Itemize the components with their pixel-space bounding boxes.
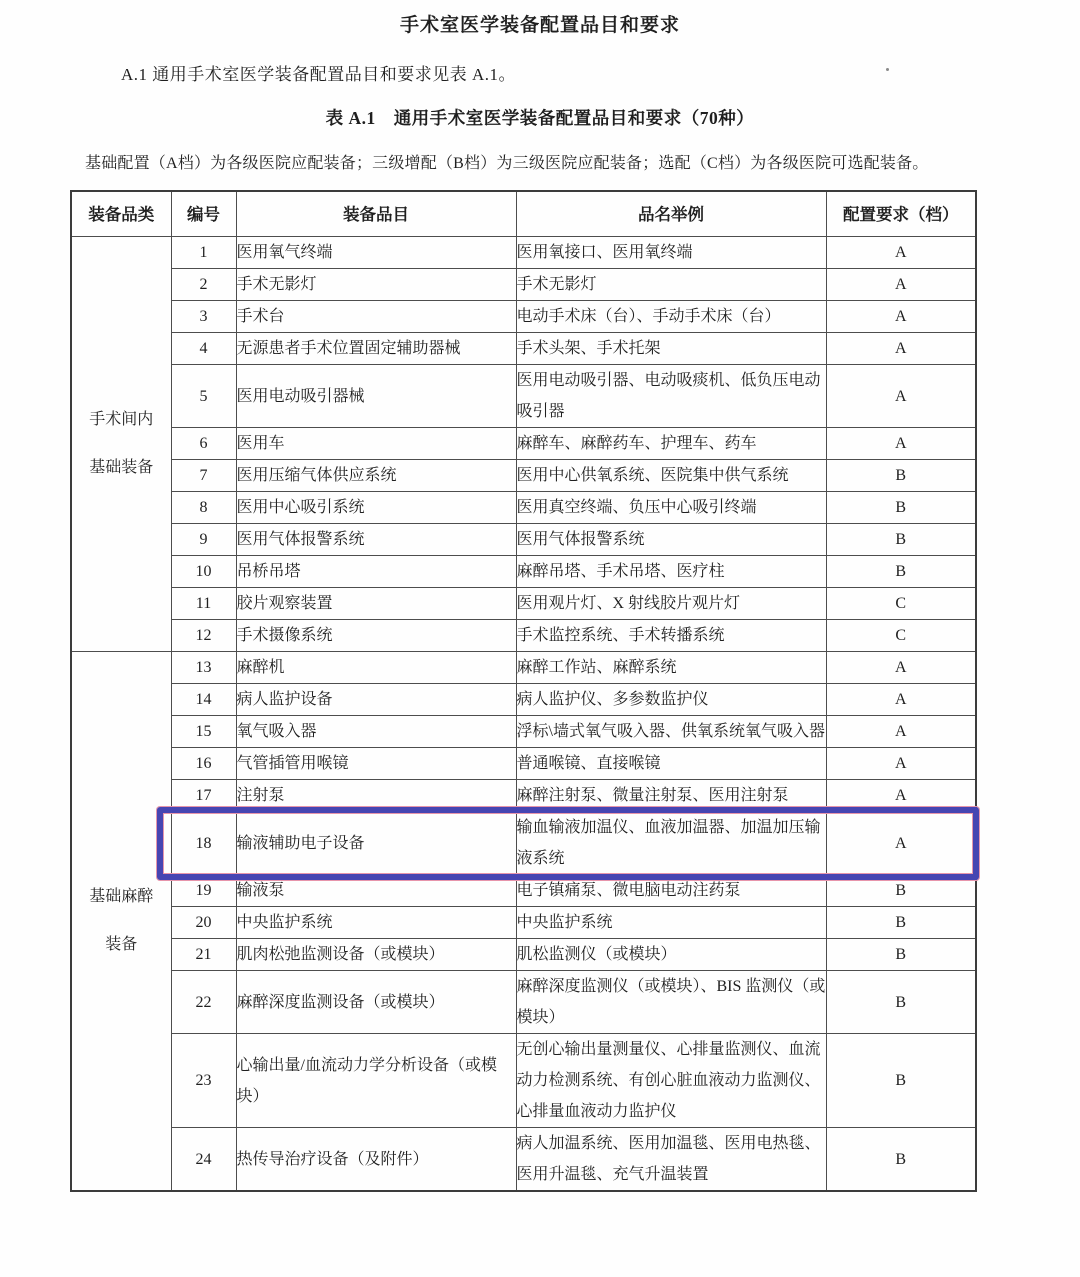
grade-value: B bbox=[826, 460, 976, 492]
grade-value: C bbox=[826, 588, 976, 620]
category-cell bbox=[71, 652, 171, 1192]
row-number: 7 bbox=[171, 460, 236, 492]
item-examples: 无创心输出量测量仪、心排量监测仪、血流动力检测系统、有创心脏血液动力监测仪、心排量血液动力监护仪 bbox=[516, 1034, 826, 1128]
grade-value: B bbox=[826, 524, 976, 556]
row-number: 18 bbox=[171, 812, 236, 875]
grade-value: A bbox=[826, 333, 976, 365]
header-item: 装备品目 bbox=[236, 191, 516, 237]
item-examples: 手术无影灯 bbox=[516, 269, 826, 301]
grade-value: A bbox=[826, 428, 976, 460]
item-name: 医用车 bbox=[236, 428, 516, 460]
table-row bbox=[71, 939, 976, 971]
header-requirement: 配置要求（档） bbox=[826, 191, 976, 237]
table-row bbox=[71, 716, 976, 748]
category-label-line: 装备 bbox=[105, 936, 138, 953]
grade-value: A bbox=[826, 780, 976, 812]
item-examples: 手术头架、手术托架 bbox=[516, 333, 826, 365]
header-examples: 品名举例 bbox=[516, 191, 826, 237]
item-examples: 麻醉深度监测仪（或模块）、BIS 监测仪（或模块） bbox=[516, 971, 826, 1034]
item-examples: 医用观片灯、X 射线胶片观片灯 bbox=[516, 588, 826, 620]
grade-value: B bbox=[826, 971, 976, 1034]
table-row bbox=[71, 237, 976, 269]
row-number: 17 bbox=[171, 780, 236, 812]
item-name: 医用中心吸引系统 bbox=[236, 492, 516, 524]
item-name: 中央监护系统 bbox=[236, 907, 516, 939]
table-row bbox=[71, 588, 976, 620]
grade-value: A bbox=[826, 748, 976, 780]
category-label-line: 手术间内 bbox=[89, 411, 154, 428]
grade-value: A bbox=[826, 652, 976, 684]
table-row bbox=[71, 620, 976, 652]
table-row bbox=[71, 780, 976, 812]
item-examples: 麻醉吊塔、手术吊塔、医疗柱 bbox=[516, 556, 826, 588]
grade-value: B bbox=[826, 1034, 976, 1128]
item-examples: 病人加温系统、医用加温毯、医用电热毯、医用升温毯、充气升温装置 bbox=[516, 1128, 826, 1192]
grade-value: B bbox=[826, 875, 976, 907]
table-row bbox=[71, 748, 976, 780]
row-number: 2 bbox=[171, 269, 236, 301]
item-examples: 麻醉工作站、麻醉系统 bbox=[516, 652, 826, 684]
grade-value: B bbox=[826, 939, 976, 971]
table-row bbox=[71, 812, 976, 875]
table-row bbox=[71, 652, 976, 684]
table-row bbox=[71, 301, 976, 333]
row-number: 24 bbox=[171, 1128, 236, 1192]
grade-value: A bbox=[826, 684, 976, 716]
grade-value: A bbox=[826, 301, 976, 333]
item-examples: 医用真空终端、负压中心吸引终端 bbox=[516, 492, 826, 524]
item-name: 输液辅助电子设备 bbox=[236, 812, 516, 875]
item-examples: 麻醉车、麻醉药车、护理车、药车 bbox=[516, 428, 826, 460]
item-name: 手术台 bbox=[236, 301, 516, 333]
item-name: 医用压缩气体供应系统 bbox=[236, 460, 516, 492]
grade-value: B bbox=[826, 556, 976, 588]
row-number: 19 bbox=[171, 875, 236, 907]
item-examples: 输血输液加温仪、血液加温器、加温加压输液系统 bbox=[516, 812, 826, 875]
table-caption: 表 A.1 通用手术室医学装备配置品目和要求（70种） bbox=[325, 108, 755, 128]
category-label-line: 基础麻醉 bbox=[89, 888, 154, 905]
table-row bbox=[71, 684, 976, 716]
table-row bbox=[71, 875, 976, 907]
table-row bbox=[71, 333, 976, 365]
table-row bbox=[71, 428, 976, 460]
row-number: 5 bbox=[171, 365, 236, 428]
grade-value: A bbox=[826, 237, 976, 269]
grade-value: A bbox=[826, 269, 976, 301]
item-examples: 手术监控系统、手术转播系统 bbox=[516, 620, 826, 652]
item-name: 吊桥吊塔 bbox=[236, 556, 516, 588]
item-name: 无源患者手术位置固定辅助器械 bbox=[236, 333, 516, 365]
item-name: 医用电动吸引器械 bbox=[236, 365, 516, 428]
grade-value: B bbox=[826, 492, 976, 524]
item-examples: 麻醉注射泵、微量注射泵、医用注射泵 bbox=[516, 780, 826, 812]
row-number: 20 bbox=[171, 907, 236, 939]
row-number: 14 bbox=[171, 684, 236, 716]
row-number: 10 bbox=[171, 556, 236, 588]
grade-value: A bbox=[826, 365, 976, 428]
table-header bbox=[71, 191, 976, 237]
item-name: 胶片观察装置 bbox=[236, 588, 516, 620]
equipment-table-body bbox=[71, 237, 976, 1192]
equipment-table bbox=[70, 190, 977, 1192]
grade-value: A bbox=[826, 716, 976, 748]
configuration-note: 基础配置（A档）为各级医院应配装备；三级增配（B档）为三级医院应配装备；选配（C档）为各级医院可选配装备。 bbox=[85, 155, 929, 172]
table-row bbox=[71, 460, 976, 492]
table-row bbox=[71, 524, 976, 556]
row-number: 12 bbox=[171, 620, 236, 652]
row-number: 16 bbox=[171, 748, 236, 780]
row-number: 3 bbox=[171, 301, 236, 333]
grade-value: B bbox=[826, 1128, 976, 1192]
intro-paragraph: A.1 通用手术室医学装备配置品目和要求见表 A.1。 bbox=[121, 65, 517, 84]
table-row bbox=[71, 1128, 976, 1192]
item-name: 麻醉机 bbox=[236, 652, 516, 684]
page-title: 手术室医学装备配置品目和要求 bbox=[399, 15, 680, 36]
table-row bbox=[71, 269, 976, 301]
item-examples: 医用电动吸引器、电动吸痰机、低负压电动吸引器 bbox=[516, 365, 826, 428]
scan-speck bbox=[886, 68, 889, 71]
item-name: 手术无影灯 bbox=[236, 269, 516, 301]
item-name: 肌肉松弛监测设备（或模块） bbox=[236, 939, 516, 971]
category-label-line: 基础装备 bbox=[89, 459, 154, 476]
item-name: 输液泵 bbox=[236, 875, 516, 907]
item-examples: 病人监护仪、多参数监护仪 bbox=[516, 684, 826, 716]
row-number: 22 bbox=[171, 971, 236, 1034]
table-row bbox=[71, 907, 976, 939]
item-name: 气管插管用喉镜 bbox=[236, 748, 516, 780]
item-examples: 肌松监测仪（或模块） bbox=[516, 939, 826, 971]
item-name: 麻醉深度监测设备（或模块） bbox=[236, 971, 516, 1034]
item-examples: 普通喉镜、直接喉镜 bbox=[516, 748, 826, 780]
grade-value: B bbox=[826, 907, 976, 939]
item-name: 病人监护设备 bbox=[236, 684, 516, 716]
item-name: 氧气吸入器 bbox=[236, 716, 516, 748]
grade-value: C bbox=[826, 620, 976, 652]
row-number: 13 bbox=[171, 652, 236, 684]
item-examples: 医用气体报警系统 bbox=[516, 524, 826, 556]
item-name: 注射泵 bbox=[236, 780, 516, 812]
row-number: 15 bbox=[171, 716, 236, 748]
row-number: 21 bbox=[171, 939, 236, 971]
item-name: 医用气体报警系统 bbox=[236, 524, 516, 556]
item-examples: 中央监护系统 bbox=[516, 907, 826, 939]
row-number: 4 bbox=[171, 333, 236, 365]
item-name: 医用氧气终端 bbox=[236, 237, 516, 269]
table-row bbox=[71, 971, 976, 1034]
row-number: 23 bbox=[171, 1034, 236, 1128]
row-number: 6 bbox=[171, 428, 236, 460]
item-examples: 浮标\墙式氧气吸入器、供氧系统氧气吸入器 bbox=[516, 716, 826, 748]
table-row bbox=[71, 365, 976, 428]
row-number: 1 bbox=[171, 237, 236, 269]
table-row bbox=[71, 492, 976, 524]
item-examples: 电动手术床（台）、手动手术床（台） bbox=[516, 301, 826, 333]
grade-value: A bbox=[826, 812, 976, 875]
table-row bbox=[71, 1034, 976, 1128]
item-name: 热传导治疗设备（及附件） bbox=[236, 1128, 516, 1192]
item-examples: 医用中心供氧系统、医院集中供气系统 bbox=[516, 460, 826, 492]
table-row bbox=[71, 556, 976, 588]
header-number: 编号 bbox=[171, 191, 236, 237]
row-number: 9 bbox=[171, 524, 236, 556]
row-number: 8 bbox=[171, 492, 236, 524]
category-cell bbox=[71, 237, 171, 652]
item-name: 心输出量/血流动力学分析设备（或模块） bbox=[236, 1034, 516, 1128]
item-examples: 医用氧接口、医用氧终端 bbox=[516, 237, 826, 269]
item-name: 手术摄像系统 bbox=[236, 620, 516, 652]
row-number: 11 bbox=[171, 588, 236, 620]
header-category: 装备品类 bbox=[71, 191, 171, 237]
item-examples: 电子镇痛泵、微电脑电动注药泵 bbox=[516, 875, 826, 907]
